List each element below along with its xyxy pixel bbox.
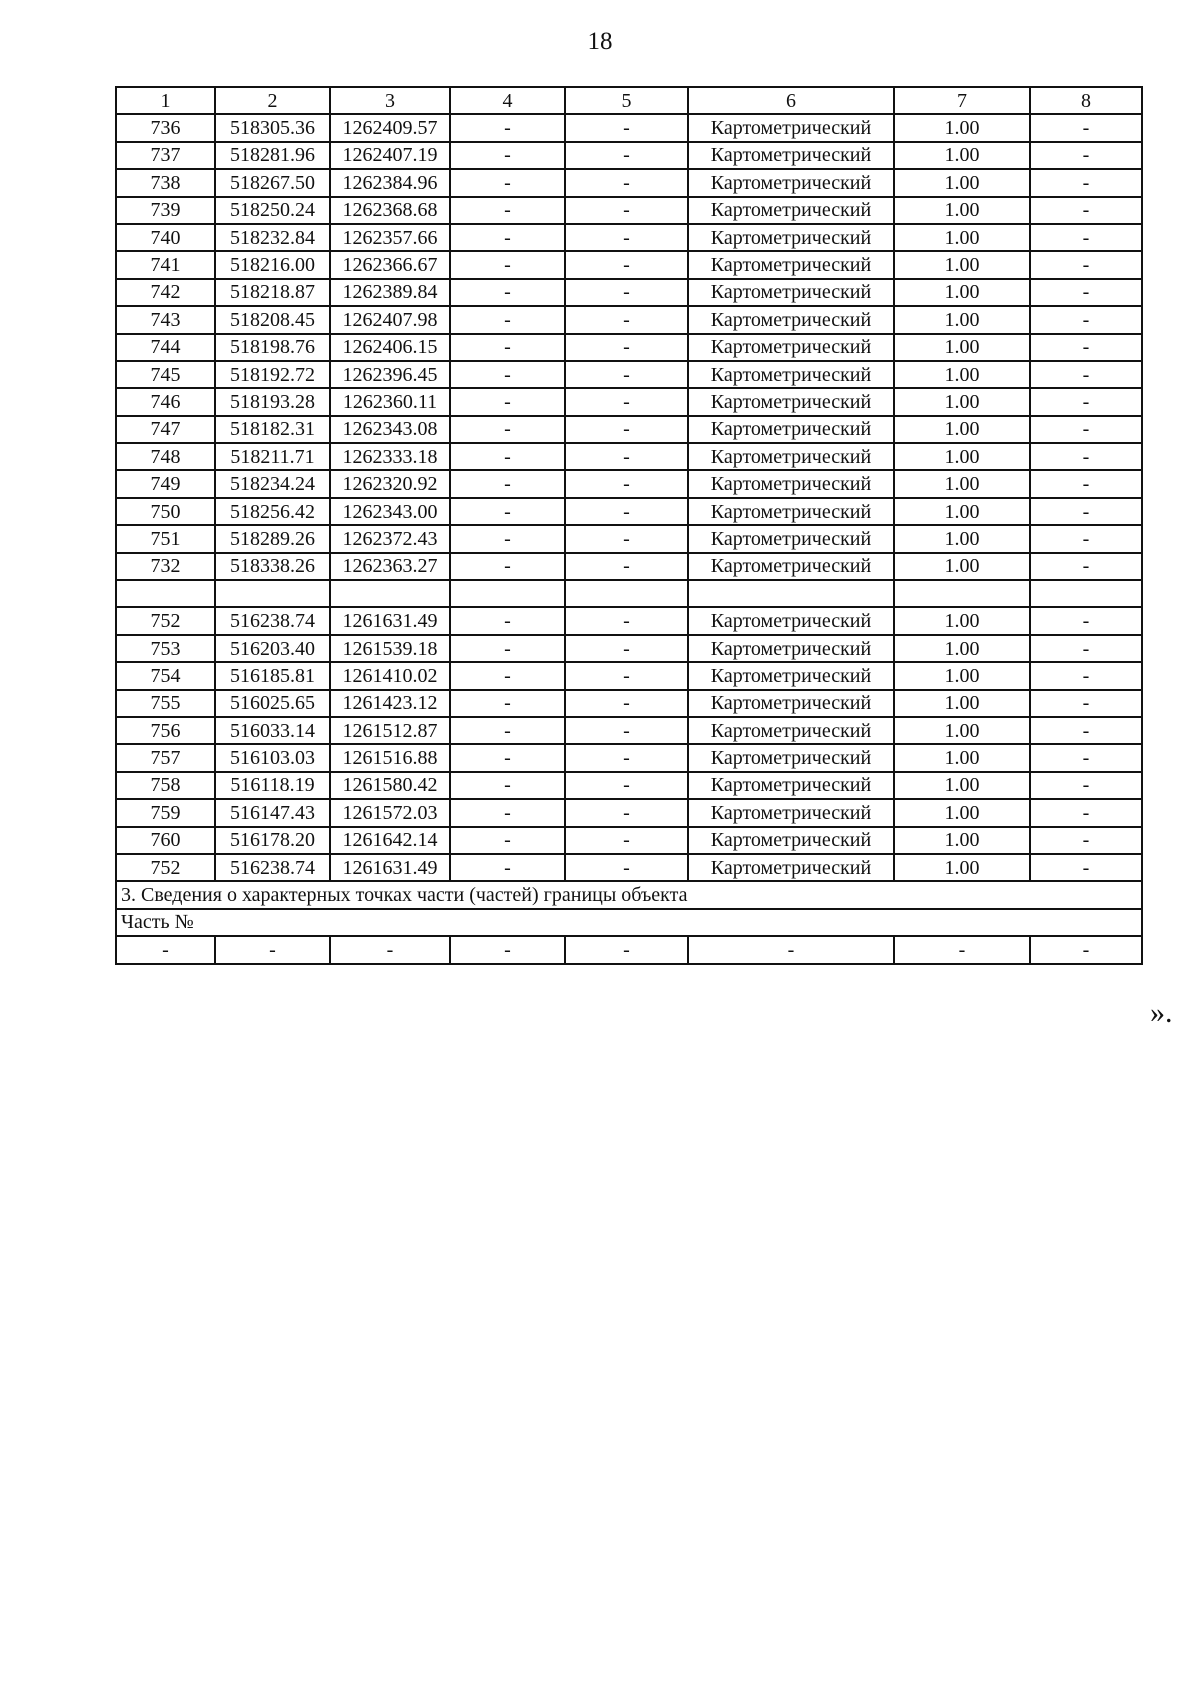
table-cell: 518208.45 [215, 306, 330, 333]
table-cell: - [1030, 772, 1142, 799]
table-cell: 1261642.14 [330, 827, 450, 854]
table-cell: 1.00 [894, 416, 1030, 443]
table-cell: 1.00 [894, 772, 1030, 799]
table-cell: 747 [116, 416, 215, 443]
table-cell: 518232.84 [215, 224, 330, 251]
table-cell: - [450, 197, 565, 224]
table-cell: 1.00 [894, 197, 1030, 224]
table-cell: - [450, 744, 565, 771]
table-cell: - [450, 607, 565, 634]
table-cell: 518234.24 [215, 470, 330, 497]
table-cell: 1262366.67 [330, 251, 450, 278]
table-cell: 742 [116, 279, 215, 306]
table-row [116, 799, 1142, 826]
table-row [116, 607, 1142, 634]
table-cell: - [116, 936, 215, 963]
table-cell: - [1030, 443, 1142, 470]
table-cell: - [565, 854, 688, 881]
table-row [116, 224, 1142, 251]
table-cell: - [565, 251, 688, 278]
table-cell: 1261512.87 [330, 717, 450, 744]
table-cell: Картометрический [688, 635, 894, 662]
table-cell: 1.00 [894, 224, 1030, 251]
table-cell: 1261572.03 [330, 799, 450, 826]
table-cell: - [450, 416, 565, 443]
table-cell: Картометрический [688, 169, 894, 196]
table-cell: 518281.96 [215, 142, 330, 169]
table-cell: - [1030, 114, 1142, 141]
table-cell: - [1030, 361, 1142, 388]
table-cell: - [565, 744, 688, 771]
table-cell: 1262409.57 [330, 114, 450, 141]
table-cell: - [450, 827, 565, 854]
table-cell: - [565, 334, 688, 361]
table-cell: 518198.76 [215, 334, 330, 361]
table-cell: - [450, 936, 565, 963]
table-cell: 732 [116, 553, 215, 580]
table-row [116, 854, 1142, 881]
table-cell: Картометрический [688, 607, 894, 634]
table-row [116, 717, 1142, 744]
table-cell: 516185.81 [215, 662, 330, 689]
table-cell [1030, 580, 1142, 607]
table-cell: 516238.74 [215, 854, 330, 881]
table-cell: Картометрический [688, 717, 894, 744]
table-cell: 1262389.84 [330, 279, 450, 306]
table-cell: 1262384.96 [330, 169, 450, 196]
table-cell: Картометрический [688, 361, 894, 388]
table-cell: 1.00 [894, 744, 1030, 771]
table-cell: - [450, 553, 565, 580]
table-cell: 1262372.43 [330, 525, 450, 552]
table-cell: - [565, 690, 688, 717]
table-cell: Картометрический [688, 443, 894, 470]
table-cell: Картометрический [688, 854, 894, 881]
table-cell: 1262320.92 [330, 470, 450, 497]
table-cell: - [1030, 717, 1142, 744]
table-cell: - [1030, 607, 1142, 634]
table-cell: - [1030, 169, 1142, 196]
table-cell: 1.00 [894, 306, 1030, 333]
table-cell: Картометрический [688, 690, 894, 717]
table-cell: 1262406.15 [330, 334, 450, 361]
table-cell: - [450, 525, 565, 552]
table-cell: - [1030, 854, 1142, 881]
table-cell: - [1030, 334, 1142, 361]
table-cell: 1.00 [894, 607, 1030, 634]
table-cell: 751 [116, 525, 215, 552]
table-cell: 2 [215, 87, 330, 114]
table-cell: - [1030, 498, 1142, 525]
table-row [116, 142, 1142, 169]
table-cell: - [565, 498, 688, 525]
table-cell: - [450, 388, 565, 415]
table-cell: 738 [116, 169, 215, 196]
table-cell: 749 [116, 470, 215, 497]
table-cell: 1262368.68 [330, 197, 450, 224]
table-cell: 1.00 [894, 334, 1030, 361]
table-cell: - [565, 772, 688, 799]
table-cell: - [1030, 224, 1142, 251]
table-cell: - [450, 470, 565, 497]
table-cell: Картометрический [688, 279, 894, 306]
closing-quote: ». [1150, 996, 1173, 1029]
table-row [116, 635, 1142, 662]
table-cell: 518211.71 [215, 443, 330, 470]
table-cell: - [450, 251, 565, 278]
table-cell: - [565, 361, 688, 388]
table-cell: 518267.50 [215, 169, 330, 196]
table-cell: 1.00 [894, 553, 1030, 580]
table-cell: - [330, 936, 450, 963]
table-cell: - [1030, 553, 1142, 580]
section-title-row-text: 3. Сведения о характерных точках части (частей) границы объекта [116, 881, 1142, 908]
table-cell: Картометрический [688, 662, 894, 689]
table-cell: Картометрический [688, 799, 894, 826]
table-row [116, 361, 1142, 388]
table-row [116, 827, 1142, 854]
table-cell: 750 [116, 498, 215, 525]
part-label-row [116, 909, 1142, 936]
table-cell: 518305.36 [215, 114, 330, 141]
table-cell: - [1030, 416, 1142, 443]
table-cell: 4 [450, 87, 565, 114]
table-row [116, 553, 1142, 580]
table-cell: - [450, 443, 565, 470]
table-cell: - [565, 224, 688, 251]
table-cell: 1.00 [894, 690, 1030, 717]
table-row [116, 388, 1142, 415]
table-cell: 745 [116, 361, 215, 388]
table-cell: Картометрический [688, 498, 894, 525]
table-cell: - [1030, 635, 1142, 662]
table-cell: - [450, 772, 565, 799]
table-cell: 760 [116, 827, 215, 854]
table-cell: 8 [1030, 87, 1142, 114]
table-cell: 516147.43 [215, 799, 330, 826]
table-cell: - [1030, 690, 1142, 717]
table-cell: - [450, 690, 565, 717]
table-cell: 518289.26 [215, 525, 330, 552]
table-cell: - [215, 936, 330, 963]
table-cell: 1261423.12 [330, 690, 450, 717]
page-number: 18 [587, 28, 613, 55]
table-cell: 1.00 [894, 662, 1030, 689]
table-cell: - [1030, 799, 1142, 826]
table-cell: - [565, 799, 688, 826]
table-row [116, 251, 1142, 278]
table-cell: Картометрический [688, 197, 894, 224]
table-cell: 1.00 [894, 799, 1030, 826]
table-cell: - [1030, 251, 1142, 278]
table-cell: 1.00 [894, 827, 1030, 854]
table-cell: - [1030, 142, 1142, 169]
table-cell: Картометрический [688, 114, 894, 141]
table-row [116, 443, 1142, 470]
empty-part-row [116, 936, 1142, 963]
table-cell: 1.00 [894, 443, 1030, 470]
table-cell: 516238.74 [215, 607, 330, 634]
table-cell: - [565, 388, 688, 415]
table-cell: Картометрический [688, 553, 894, 580]
table-row [116, 744, 1142, 771]
table-cell: 1262407.98 [330, 306, 450, 333]
table-cell: - [1030, 388, 1142, 415]
table-cell: - [565, 553, 688, 580]
table-cell: 516033.14 [215, 717, 330, 744]
table-cell: - [565, 416, 688, 443]
table-row [116, 334, 1142, 361]
table-cell: 743 [116, 306, 215, 333]
table-cell: - [450, 224, 565, 251]
table-cell: - [450, 717, 565, 744]
table-cell [565, 580, 688, 607]
table-cell: - [1030, 525, 1142, 552]
table-cell: - [450, 799, 565, 826]
table-cell: 1261539.18 [330, 635, 450, 662]
table-cell: - [450, 498, 565, 525]
table-cell: - [565, 443, 688, 470]
table-row [116, 416, 1142, 443]
table-cell: 1.00 [894, 388, 1030, 415]
table-cell: 1.00 [894, 635, 1030, 662]
table-cell: 1.00 [894, 498, 1030, 525]
table-cell: 516118.19 [215, 772, 330, 799]
table-cell: 741 [116, 251, 215, 278]
table-cell: 1.00 [894, 279, 1030, 306]
table-cell: 5 [565, 87, 688, 114]
table-cell: Картометрический [688, 416, 894, 443]
table-cell: - [565, 197, 688, 224]
table-cell: 1.00 [894, 717, 1030, 744]
table-cell: Картометрический [688, 772, 894, 799]
table-cell: - [565, 525, 688, 552]
table-cell: 1262343.08 [330, 416, 450, 443]
table-row [116, 690, 1142, 717]
table-cell [450, 580, 565, 607]
table-cell: - [450, 361, 565, 388]
table-cell: 1.00 [894, 169, 1030, 196]
table-cell: - [1030, 279, 1142, 306]
table-cell: Картометрический [688, 470, 894, 497]
table-cell: Картометрический [688, 388, 894, 415]
table-cell: 1261580.42 [330, 772, 450, 799]
table-cell: 752 [116, 854, 215, 881]
table-cell: Картометрический [688, 827, 894, 854]
table-row [116, 525, 1142, 552]
table-cell: - [450, 114, 565, 141]
table-cell: - [565, 306, 688, 333]
coordinates-table [115, 86, 1143, 965]
table-cell: 1 [116, 87, 215, 114]
table-cell: 758 [116, 772, 215, 799]
table-row [116, 470, 1142, 497]
table-cell: - [450, 662, 565, 689]
table-cell: - [1030, 936, 1142, 963]
table-cell [215, 580, 330, 607]
table-cell: - [1030, 306, 1142, 333]
table-cell: 740 [116, 224, 215, 251]
table-cell: 1261516.88 [330, 744, 450, 771]
table-cell [894, 580, 1030, 607]
table-row [116, 662, 1142, 689]
table-cell: 1.00 [894, 142, 1030, 169]
table-cell: 739 [116, 197, 215, 224]
table-cell: Картометрический [688, 334, 894, 361]
table-cell: 753 [116, 635, 215, 662]
table-cell: Картометрический [688, 142, 894, 169]
table-cell: - [1030, 197, 1142, 224]
table-row [116, 197, 1142, 224]
table-cell: 1.00 [894, 854, 1030, 881]
table-cell: 1262360.11 [330, 388, 450, 415]
table-cell: - [565, 827, 688, 854]
table-cell: 748 [116, 443, 215, 470]
header-row [116, 87, 1142, 114]
table-cell: - [450, 854, 565, 881]
table-cell: Картометрический [688, 306, 894, 333]
table-cell [116, 580, 215, 607]
table-cell: 516025.65 [215, 690, 330, 717]
table-cell: 7 [894, 87, 1030, 114]
table-cell: 1262357.66 [330, 224, 450, 251]
table-cell: - [1030, 662, 1142, 689]
table-cell: 516178.20 [215, 827, 330, 854]
table-cell: 1261631.49 [330, 854, 450, 881]
part-label-row-text: Часть № [116, 909, 1142, 936]
table-cell: Картометрический [688, 224, 894, 251]
table-cell: 1262396.45 [330, 361, 450, 388]
table-cell: 6 [688, 87, 894, 114]
table-cell: - [1030, 470, 1142, 497]
table-cell: - [894, 936, 1030, 963]
table-cell: 756 [116, 717, 215, 744]
table-cell: 1261631.49 [330, 607, 450, 634]
table-cell: 737 [116, 142, 215, 169]
table-cell: 516203.40 [215, 635, 330, 662]
table-row [116, 279, 1142, 306]
table-row [116, 169, 1142, 196]
table-cell: 518256.42 [215, 498, 330, 525]
table-cell: 757 [116, 744, 215, 771]
table-cell: - [450, 334, 565, 361]
table-row [116, 772, 1142, 799]
table-cell: - [565, 662, 688, 689]
table-row [116, 498, 1142, 525]
table-cell: - [565, 936, 688, 963]
table-cell: 1262333.18 [330, 443, 450, 470]
table-cell: - [1030, 744, 1142, 771]
table-cell: 1261410.02 [330, 662, 450, 689]
table-cell: - [450, 306, 565, 333]
table-cell: - [565, 279, 688, 306]
table-cell: 3 [330, 87, 450, 114]
table-cell: 518338.26 [215, 553, 330, 580]
table-cell: 754 [116, 662, 215, 689]
table-cell: Картометрический [688, 525, 894, 552]
table-cell: - [565, 607, 688, 634]
table-cell: 518192.72 [215, 361, 330, 388]
table-cell: 518193.28 [215, 388, 330, 415]
table-cell: - [565, 142, 688, 169]
table-cell: 1262343.00 [330, 498, 450, 525]
table-cell: - [450, 635, 565, 662]
table-cell: - [688, 936, 894, 963]
table-cell: - [565, 717, 688, 744]
table-cell: 1.00 [894, 251, 1030, 278]
table-row [116, 114, 1142, 141]
table-cell [688, 580, 894, 607]
table-cell: 1.00 [894, 114, 1030, 141]
table-cell: 736 [116, 114, 215, 141]
table-row [116, 306, 1142, 333]
table-cell: Картометрический [688, 744, 894, 771]
table-cell: - [450, 279, 565, 306]
table-cell: 755 [116, 690, 215, 717]
blank-separator-row [116, 580, 1142, 607]
table-cell: - [565, 169, 688, 196]
table-cell: 1262363.27 [330, 553, 450, 580]
table-cell: 746 [116, 388, 215, 415]
table-cell: - [565, 470, 688, 497]
table-cell: 1.00 [894, 525, 1030, 552]
table-cell: 752 [116, 607, 215, 634]
table-cell: 518218.87 [215, 279, 330, 306]
table-cell: 1262407.19 [330, 142, 450, 169]
table-cell: - [565, 635, 688, 662]
table-cell: - [1030, 827, 1142, 854]
table-cell [330, 580, 450, 607]
table-cell: - [450, 142, 565, 169]
table-cell: - [565, 114, 688, 141]
table-cell: 744 [116, 334, 215, 361]
table-cell: 518216.00 [215, 251, 330, 278]
table-cell: 518250.24 [215, 197, 330, 224]
table-cell: 518182.31 [215, 416, 330, 443]
table-cell: Картометрический [688, 251, 894, 278]
section-title-row [116, 881, 1142, 908]
table-cell: 759 [116, 799, 215, 826]
table-cell: - [450, 169, 565, 196]
table-cell: 1.00 [894, 470, 1030, 497]
table-cell: 516103.03 [215, 744, 330, 771]
table-cell: 1.00 [894, 361, 1030, 388]
